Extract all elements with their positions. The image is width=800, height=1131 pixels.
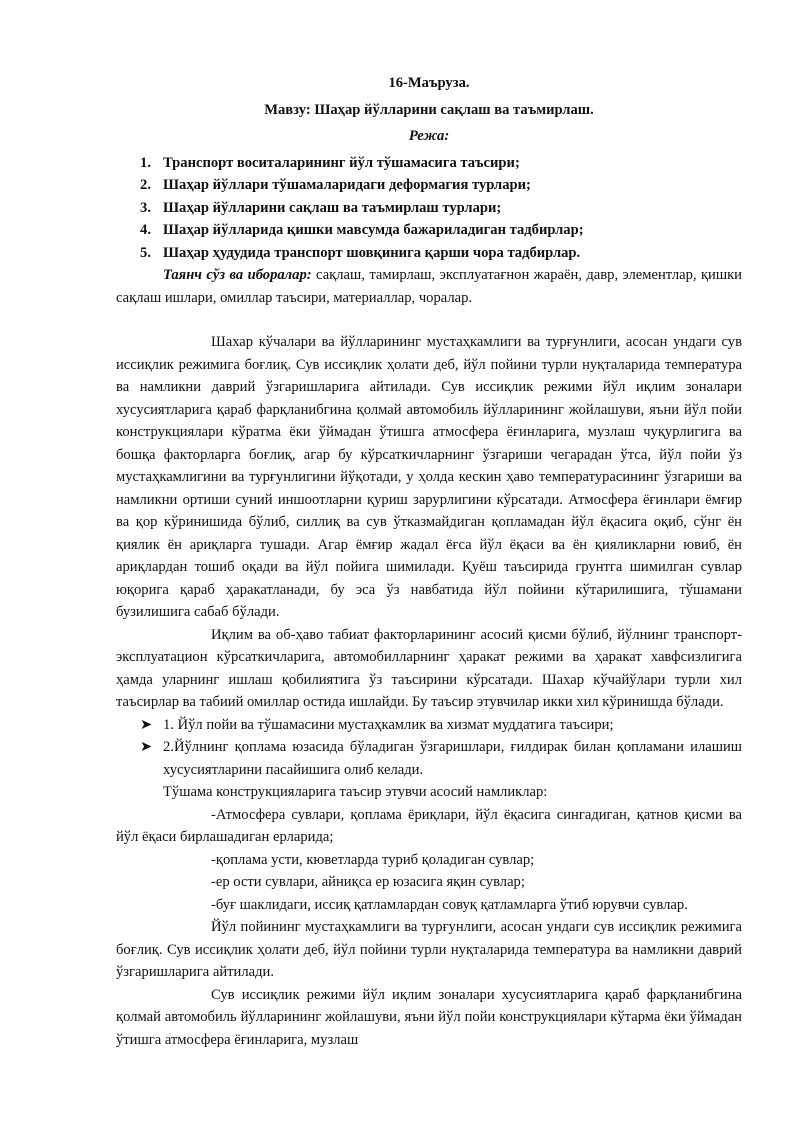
moisture-item: -Атмосфера сувлари, қоплама ёриқлари, йўл ёқасига сингадиган, қатнов қисми ва йўл ёқаси бирлашадиган ерларида; — [116, 806, 742, 845]
plan-heading: Режа: — [408, 128, 450, 144]
plan-item-number: 5. — [140, 244, 151, 261]
body-paragraph-4: Сув иссиқлик режими йўл иқлим зоналари хусусиятларига қараб фарқланибгина қолмай автомобиль йўлларининг жойлашуви, яъни йўл пойи конструкциялари кўтарма ёки ўймадан ўтишга атмосфера ёғинларига, музлаш — [116, 986, 742, 1048]
plan-item-text: Шаҳар йўлларида қишки мавсумда бажариладиган тадбирлар; — [163, 222, 584, 238]
spacer — [116, 309, 742, 331]
plan-item — [116, 219, 742, 242]
plan-item-number: 3. — [140, 199, 151, 216]
plan-item — [116, 174, 742, 197]
keywords-label: Таянч сўз ва иборалар: — [163, 267, 312, 283]
plan-item-number: 2. — [140, 177, 151, 193]
bullet-item — [116, 736, 742, 781]
plan-item — [116, 197, 742, 220]
arrow-bullet-icon: ➤ — [140, 716, 153, 733]
moisture-intro: Тўшама конструкцияларига таъсир этувчи асосий намликлар: — [163, 784, 548, 800]
body-paragraph-1: Шахар кўчалари ва йўлларининг мустаҳкамлиги ва турғунлиги, асосан ундаги сув иссиқлик режимига боғлиқ. Сув иссиқлик ҳолати деб, йўл пойини турли нуқталарида температура ва намликни даврий ўзгаришларига айтилади. Сув иссиқлик режими йўл иқлим зоналари хусусиятларига қараб фарқланибгина қолмай автомобиль йўлларининг жойлашуви, яъни йўл пойи конструкциялари кўратма ёки ўймадан ўтишга атмосфера ёғинларига, музлаш чуқурлигига ва бошқа факторларга боғлиқ, агар бу кўрсаткичларнинг ўзгариши чегарадан ўтса, йўл пойи ўз мустаҳкамлигини ва турғунлигини йўқотади, у ҳолда кескин ҳаво температурасининг ўзгариши ва намликни ортиши суний иншоотларни қуриш зарурлигини кўрсатади. Атмосфера ёғинлари ёмғир ва қор кўринишида бўлиб, силлиқ ва сув ўтказмайдиган қопламадан йўл ёқасига оқиб, сўнг ён қиялик ён ариқларга тушади. Агар ёмғир жадал ёғса йўл ёқаси ва ён қияликларни ювиб, ён ариқлардан тошиб оқади ва йўл пойига шимилади. Қуёш таъсирида грунтга шимилган сувлар юқорига қараб ҳаракатланади, бу эса ўз навбатида йўл пойини кўтарилишига, тўшамани бузилишига сабаб бўлади. — [116, 334, 742, 620]
moisture-item: -қоплама усти, кюветларда туриб қоладиган сувлар; — [211, 851, 535, 868]
bullet-item — [116, 714, 742, 737]
moisture-item: -ер ости сувлари, айниқса ер юзасига яқин сувлар; — [211, 874, 525, 890]
plan-item-text: Шаҳар ҳудудида транспорт шовқинига қарши чора тадбирлар. — [163, 244, 581, 261]
plan-item — [116, 152, 742, 175]
moisture-item: -буғ шаклидаги, иссиқ қатламлардан совуқ қатламларга ўтиб юрувчи сувлар. — [211, 896, 688, 913]
plan-item-number: 1. — [140, 154, 151, 171]
plan-item-text: Шаҳар йўллари тўшамаларидаги деформагия турлари; — [163, 177, 531, 193]
body-paragraph-2: Иқлим ва об-ҳаво табиат факторларининг асосий қисми бўлиб, йўлнинг транспорт-эксплуатацион кўрсаткичларига, автомобилларнинг ҳаракат режими ва ҳаракат хавфсизлигига ҳамда уларнинг ишлаш қобилиятига ўз таъсирини кўрсатади. Шахар кўчайўлари турли хил таъсирлар ва табиий омиллар остида ишлайди. Бу таъсир этувчилар икки хил кўринишда бўлади. — [116, 626, 742, 710]
plan-list — [116, 152, 742, 265]
keywords-text: сақлаш, тамирлаш, эксплуатағнон жараён, давр, элементлар, қишки сақлаш ишлари, омиллар таъсири, материаллар, чоралар. — [116, 267, 742, 306]
topic-heading: Мавзу: Шаҳар йўлларини сақлаш ва таъмирлаш. — [264, 101, 594, 118]
document-page — [116, 72, 742, 1051]
body-paragraph-3: Йўл пойининг мустаҳкамлиги ва турғунлиги, асосан ундаги сув иссиқлик режимига боғлиқ. Сув иссиқлик ҳолати деб, йўл пойини турли нуқталарида температура ва намликни даврий ўзгаришларига айтилади. — [116, 919, 742, 980]
bullet-text: 2.Йўлнинг қоплама юзасида бўладиган ўзгаришлари, ғилдирак билан қопламани илашиш хусусиятларини пасайишига олиб келади. — [163, 739, 742, 778]
plan-item-text: Шаҳар йўлларини сақлаш ва таъмирлаш турлари; — [163, 199, 502, 216]
plan-item-text: Транспорт воситаларининг йўл тўшамасига таъсири; — [163, 154, 520, 171]
arrow-bullet-icon: ➤ — [140, 739, 153, 755]
plan-item — [116, 242, 742, 265]
plan-item-number: 4. — [140, 222, 151, 238]
keywords-paragraph — [116, 264, 742, 309]
lecture-title: 16-Маъруза. — [388, 75, 470, 91]
bullet-text: 1. Йўл пойи ва тўшамасини мустаҳкамлик ва хизмат муддатига таъсири; — [163, 716, 614, 733]
